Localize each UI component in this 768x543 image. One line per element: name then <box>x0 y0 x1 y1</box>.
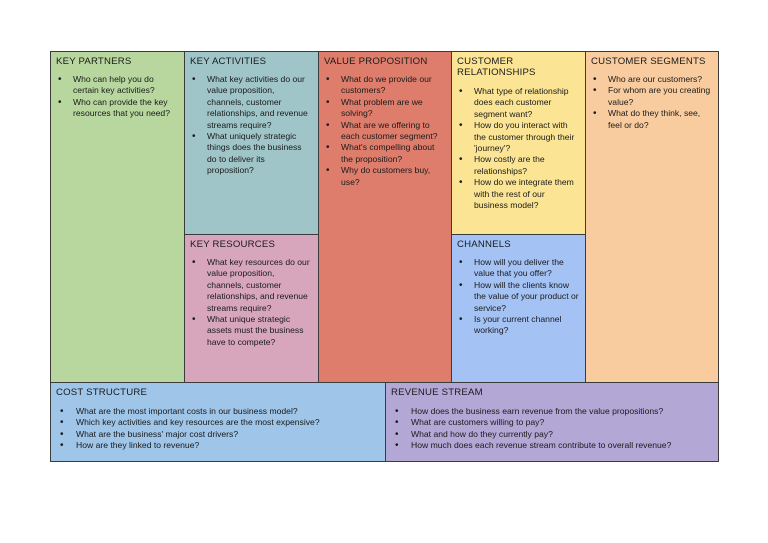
customer-segments-title: CUSTOMER SEGMENTS <box>591 56 706 67</box>
list-item: • What are we offering to each customer segment? <box>324 120 446 143</box>
key-resources-list <box>190 257 313 348</box>
list-item: • Is your current channel working? <box>457 314 580 337</box>
list-item: • Which key activities and key resources are the most expensive? <box>56 417 380 428</box>
revenue-stream-title: REVENUE STREAM <box>391 387 483 398</box>
customer-segments-list <box>591 74 713 131</box>
list-item: • What problem are we solving? <box>324 97 446 120</box>
list-item: • What key activities do our value proposition, channels, customer relationships, and revenue streams require? <box>190 74 313 131</box>
list-item: • What are the business' major cost drivers? <box>56 429 380 440</box>
list-item: • What do we provide our customers? <box>324 74 446 97</box>
list-item: • Who can help you do certain key activities? <box>56 74 179 97</box>
list-item: • How will you deliver the value that you offer? <box>457 257 580 280</box>
key-activities-list <box>190 74 313 177</box>
key-partners-title: KEY PARTNERS <box>56 56 132 67</box>
channels-title: CHANNELS <box>457 239 511 250</box>
list-item: • What unique strategic assets must the business have to compete? <box>190 314 313 348</box>
cost-structure-list <box>56 406 380 452</box>
list-item: • What's compelling about the proposition? <box>324 142 446 165</box>
cost-structure-title: COST STRUCTURE <box>56 387 148 398</box>
revenue-stream-list <box>391 406 713 452</box>
value-proposition-title: VALUE PROPOSITION <box>324 56 428 67</box>
key-resources-title: KEY RESOURCES <box>190 239 276 250</box>
list-item: • Who can provide the key resources that you need? <box>56 97 179 120</box>
key-activities-title: KEY ACTIVITIES <box>190 56 267 67</box>
list-item: • How are they linked to revenue? <box>56 440 380 451</box>
revenue-stream-block <box>385 382 719 462</box>
customer-relationships-title-line2: RELATIONSHIPS <box>457 67 536 78</box>
customer-relationships-title-line1: CUSTOMER <box>457 56 514 67</box>
list-item: • How do you interact with the customer through their 'journey'? <box>457 120 580 154</box>
list-item: • What uniquely strategic things does the business do to deliver its proposition? <box>190 131 313 177</box>
customer-relationships-block <box>451 51 586 235</box>
list-item: • Who are our customers? <box>591 74 713 85</box>
key-resources-block <box>184 234 319 383</box>
list-item: • How costly are the relationships? <box>457 154 580 177</box>
value-proposition-block <box>318 51 452 383</box>
list-item: • What do they think, see, feel or do? <box>591 108 713 131</box>
customer-segments-block <box>585 51 719 383</box>
list-item: • Why do customers buy, use? <box>324 165 446 188</box>
channels-list <box>457 257 580 337</box>
list-item: • What are the most important costs in our business model? <box>56 406 380 417</box>
key-partners-block <box>50 51 185 383</box>
cost-structure-block <box>50 382 386 462</box>
customer-relationships-list <box>457 86 580 211</box>
value-proposition-list <box>324 74 446 188</box>
list-item: • What are customers willing to pay? <box>391 417 713 428</box>
list-item: • What type of relationship does each customer segment want? <box>457 86 580 120</box>
list-item: • How do we integrate them with the rest of our business model? <box>457 177 580 211</box>
key-activities-block <box>184 51 319 235</box>
list-item: • How will the clients know the value of your product or service? <box>457 280 580 314</box>
list-item: • For whom are you creating value? <box>591 85 713 108</box>
customer-relationships-title <box>457 56 580 78</box>
list-item: • How much does each revenue stream contribute to overall revenue? <box>391 440 713 451</box>
list-item: • How does the business earn revenue from the value propositions? <box>391 406 713 417</box>
list-item: • What and how do they currently pay? <box>391 429 713 440</box>
key-partners-list <box>56 74 179 120</box>
list-item: • What key resources do our value proposition, channels, customer relationships, and revenue streams require? <box>190 257 313 314</box>
channels-block <box>451 234 586 383</box>
